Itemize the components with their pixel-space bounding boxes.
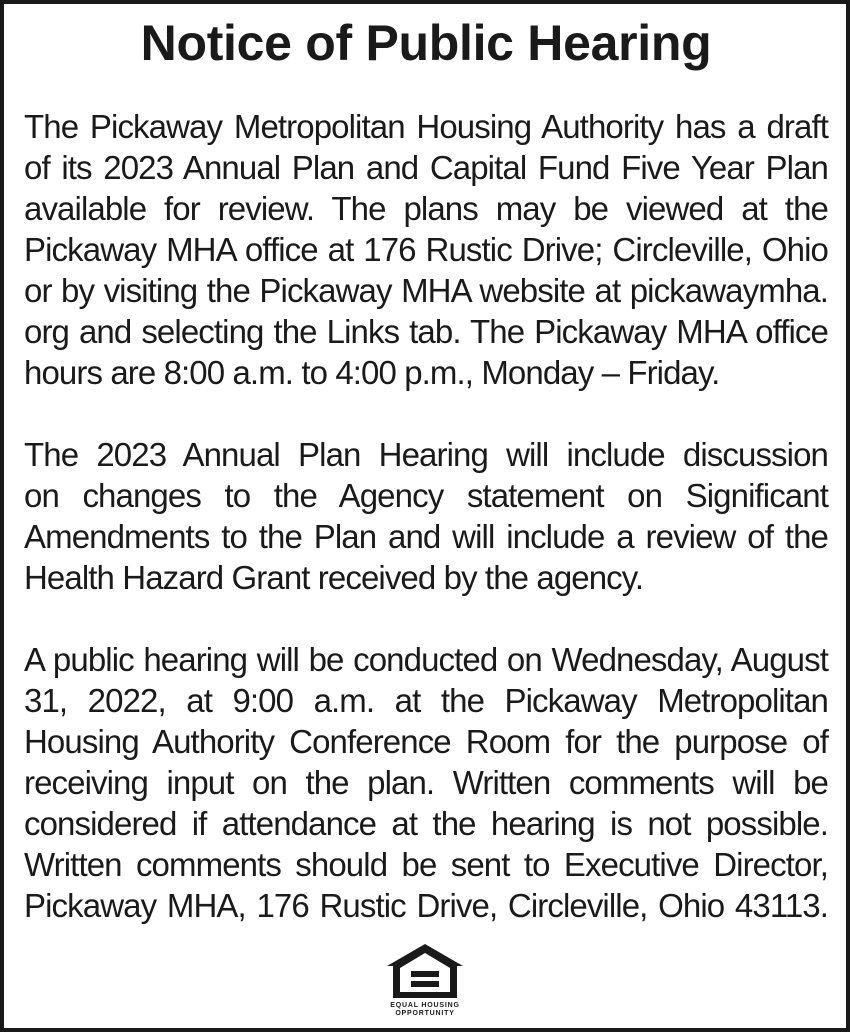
text-line: Health Hazard Grant received by the agency. xyxy=(24,559,644,596)
text-line: org and selecting the Links tab. The Pickaway MHA office xyxy=(24,313,828,350)
equal-housing-caption-line: EQUAL HOUSING xyxy=(390,1002,460,1009)
text-line: Pickaway MHA office at 176 Rustic Drive; Circleville, Ohio xyxy=(24,231,828,268)
text-line: Pickaway MHA, 176 Rustic Drive, Circleville, Ohio 43113. xyxy=(24,887,828,924)
equal-housing-caption xyxy=(380,1002,470,1018)
text-line: or by visiting the Pickaway MHA website at pickawaymha. xyxy=(24,272,828,309)
text-line: of its 2023 Annual Plan and Capital Fund Five Year Plan xyxy=(24,149,828,186)
text-line: available for review. The plans may be viewed at the xyxy=(24,190,828,227)
equal-housing-logo xyxy=(380,942,470,1018)
text-line: 31, 2022, at 9:00 a.m. at the Pickaway Metropolitan xyxy=(24,682,828,719)
paragraph-hearing-topics xyxy=(24,434,828,598)
text-line: on changes to the Agency statement on Significant xyxy=(24,477,828,514)
text-line: considered if attendance at the hearing is not possible. xyxy=(24,805,828,842)
text-line: Amendments to the Plan and will include a review of the xyxy=(24,518,828,555)
text-line: A public hearing will be conducted on Wednesday, August xyxy=(24,641,828,678)
text-line: Written comments should be sent to Executive Director, xyxy=(24,846,828,883)
notice-body xyxy=(24,106,828,926)
opportunity-caption-line: OPPORTUNITY xyxy=(395,1010,455,1017)
text-line: The 2023 Annual Plan Hearing will include discussion xyxy=(24,436,828,473)
paragraph-plan-availability xyxy=(24,106,828,393)
paragraph-hearing-details xyxy=(24,639,828,926)
equal-housing-house-icon xyxy=(385,942,465,1000)
text-line: hours are 8:00 a.m. to 4:00 p.m., Monday – Friday. xyxy=(24,354,720,391)
text-line: receiving input on the plan. Written comments will be xyxy=(24,764,828,801)
text-line: The Pickaway Metropolitan Housing Authority has a draft xyxy=(24,108,828,145)
text-line: Housing Authority Conference Room for the purpose of xyxy=(24,723,828,760)
notice-title: Notice of Public Hearing xyxy=(140,15,712,71)
